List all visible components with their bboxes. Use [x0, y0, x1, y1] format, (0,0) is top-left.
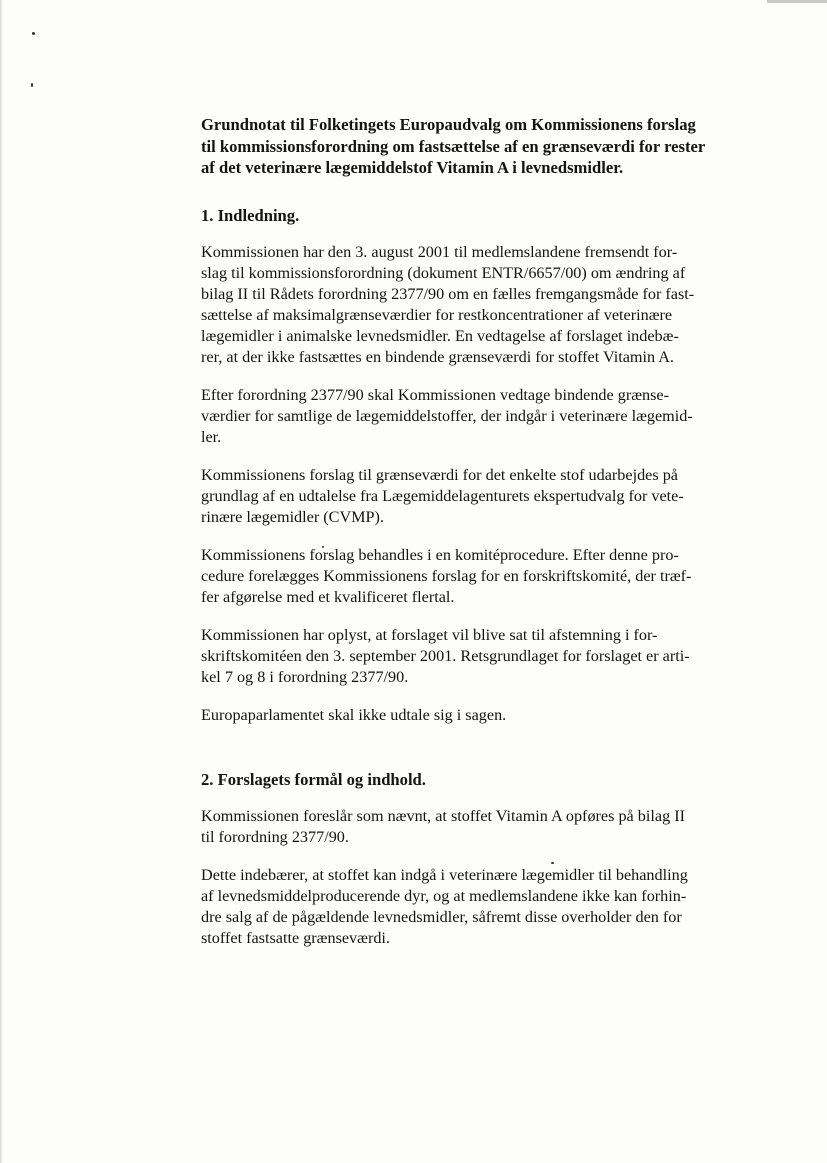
text-line: Kommissionens forslag behandles i en komitéprocedure. Efter denne pro-	[201, 545, 679, 564]
title-line: af det veterinære lægemiddelstof Vitamin A i levnedsmidler.	[201, 158, 624, 177]
paragraph	[201, 242, 757, 368]
text-line: Dette indebærer, at stoffet kan indgå i veterinære lægemidler til behandling	[201, 865, 688, 884]
text-line: værdier for samtlige de lægemiddelstoffer, der indgår i veterinære lægemid-	[201, 406, 693, 425]
text-line: Europaparlamentet skal ikke udtale sig i sagen.	[201, 705, 507, 724]
text-line: Efter forordning 2377/90 skal Kommissionen vedtage bindende grænse-	[201, 385, 669, 404]
text-line: Kommissionen foreslår som nævnt, at stoffet Vitamin A opføres på bilag II	[201, 806, 685, 825]
text-line: stoffet fastsatte grænseværdi.	[201, 928, 390, 947]
text-line: sættelse af maksimalgrænseværdier for restkoncentrationer af veterinære	[201, 305, 673, 324]
document-body	[201, 114, 757, 949]
text-line: til forordning 2377/90.	[201, 827, 349, 846]
text-line: lægemidler i animalske levnedsmidler. En vedtagelse af forslaget indebæ-	[201, 326, 679, 345]
scan-left-edge-shadow	[0, 0, 3, 1163]
text-line: rer, at der ikke fastsættes en bindende grænseværdi for stoffet Vitamin A.	[201, 347, 674, 366]
text-line: slag til kommissionsforordning (dokument ENTR/6657/00) om ændring af	[201, 263, 686, 282]
text-line: kel 7 og 8 i forordning 2377/90.	[201, 667, 409, 686]
text-line: Kommissionen har oplyst, at forslaget vil blive sat til afstemning i for-	[201, 625, 658, 644]
text-line: bilag II til Rådets forordning 2377/90 om en fælles fremgangsmåde for fast-	[201, 284, 695, 303]
title-line: Grundnotat til Folketingets Europaudvalg om Kommissionens forslag	[201, 115, 696, 134]
text-line: Kommissionens forslag til grænseværdi for det enkelte stof udarbejdes på	[201, 465, 678, 484]
text-line: dre salg af de pågældende levnedsmidler, såfremt disse overholder den for	[201, 907, 682, 926]
text-line: cedure forelægges Kommissionens forslag for en forskriftskomité, der træf-	[201, 566, 692, 585]
scan-speck	[32, 32, 35, 35]
text-line: Kommissionen har den 3. august 2001 til medlemslandene fremsendt for-	[201, 242, 678, 261]
paragraph	[201, 465, 757, 528]
paragraph	[201, 865, 757, 949]
text-line: af levnedsmiddelproducerende dyr, og at medlemslandene ikke kan forhin-	[201, 886, 687, 905]
paragraph	[201, 705, 757, 726]
text-line: fer afgørelse med et kvalificeret flertal.	[201, 587, 455, 606]
text-line: skriftskomitéen den 3. september 2001. Retsgrundlaget for forslaget er arti-	[201, 646, 690, 665]
paragraph	[201, 385, 757, 448]
text-line: grundlag af en udtalelse fra Lægemiddelagenturets ekspertudvalg for vete-	[201, 486, 684, 505]
section-heading-indledning: 1. Indledning.	[201, 205, 300, 225]
scan-speck	[31, 83, 33, 87]
title-line: til kommissionsforordning om fastsættelse af en grænseværdi for rester	[201, 136, 706, 156]
text-line: ler.	[201, 427, 222, 446]
document-title	[201, 114, 757, 179]
scan-top-edge-mark	[767, 0, 827, 3]
text-line: rinære lægemidler (CVMP).	[201, 507, 384, 526]
paragraph	[201, 806, 757, 848]
paragraph	[201, 545, 757, 608]
paragraph	[201, 625, 757, 688]
section-heading-formaal-og-indhold: 2. Forslagets formål og indhold.	[201, 769, 426, 789]
